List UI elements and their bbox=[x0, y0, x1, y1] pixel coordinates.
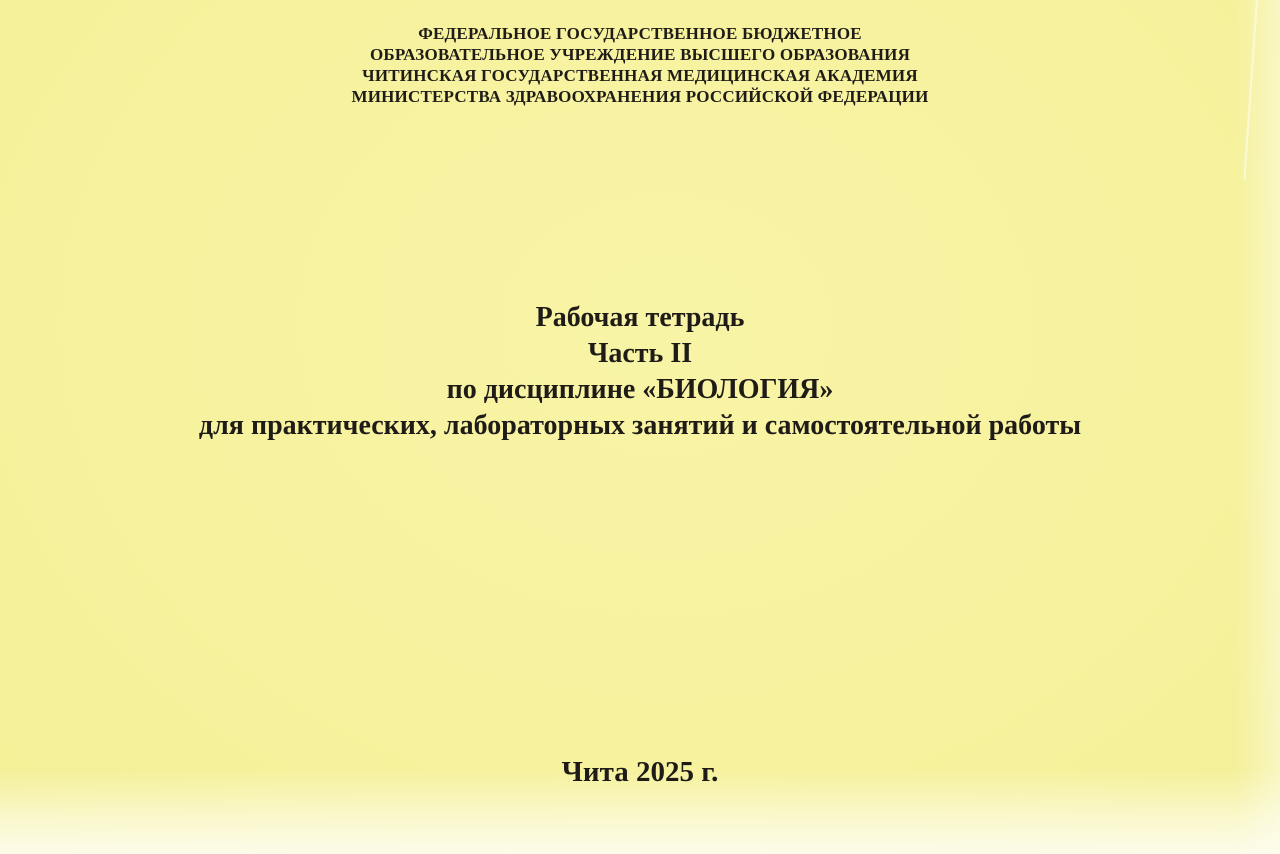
workbook-part: Часть II bbox=[587, 338, 693, 369]
workbook-title: Рабочая тетрадь bbox=[535, 302, 745, 333]
imprint-city-year: Чита 2025 г. bbox=[561, 756, 719, 788]
institution-line-2: ОБРАЗОВАТЕЛЬНОЕ УЧРЕЖДЕНИЕ ВЫСШЕГО ОБРАЗОВАНИЯ bbox=[369, 45, 911, 64]
institution-header bbox=[0, 23, 1280, 107]
workbook-discipline: по дисциплине «БИОЛОГИЯ» bbox=[446, 374, 834, 405]
title-block bbox=[0, 300, 1280, 444]
institution-line-3: ЧИТИНСКАЯ ГОСУДАРСТВЕННАЯ МЕДИЦИНСКАЯ АКАДЕМИЯ bbox=[362, 66, 918, 85]
workbook-purpose: для практических, лабораторных занятий и самостоятельной работы bbox=[198, 410, 1082, 441]
institution-line-1: ФЕДЕРАЛЬНОЕ ГОСУДАРСТВЕННОЕ БЮДЖЕТНОЕ bbox=[418, 24, 862, 43]
institution-line-4: МИНИСТЕРСТВА ЗДРАВООХРАНЕНИЯ РОССИЙСКОЙ ФЕДЕРАЦИИ bbox=[351, 87, 929, 106]
